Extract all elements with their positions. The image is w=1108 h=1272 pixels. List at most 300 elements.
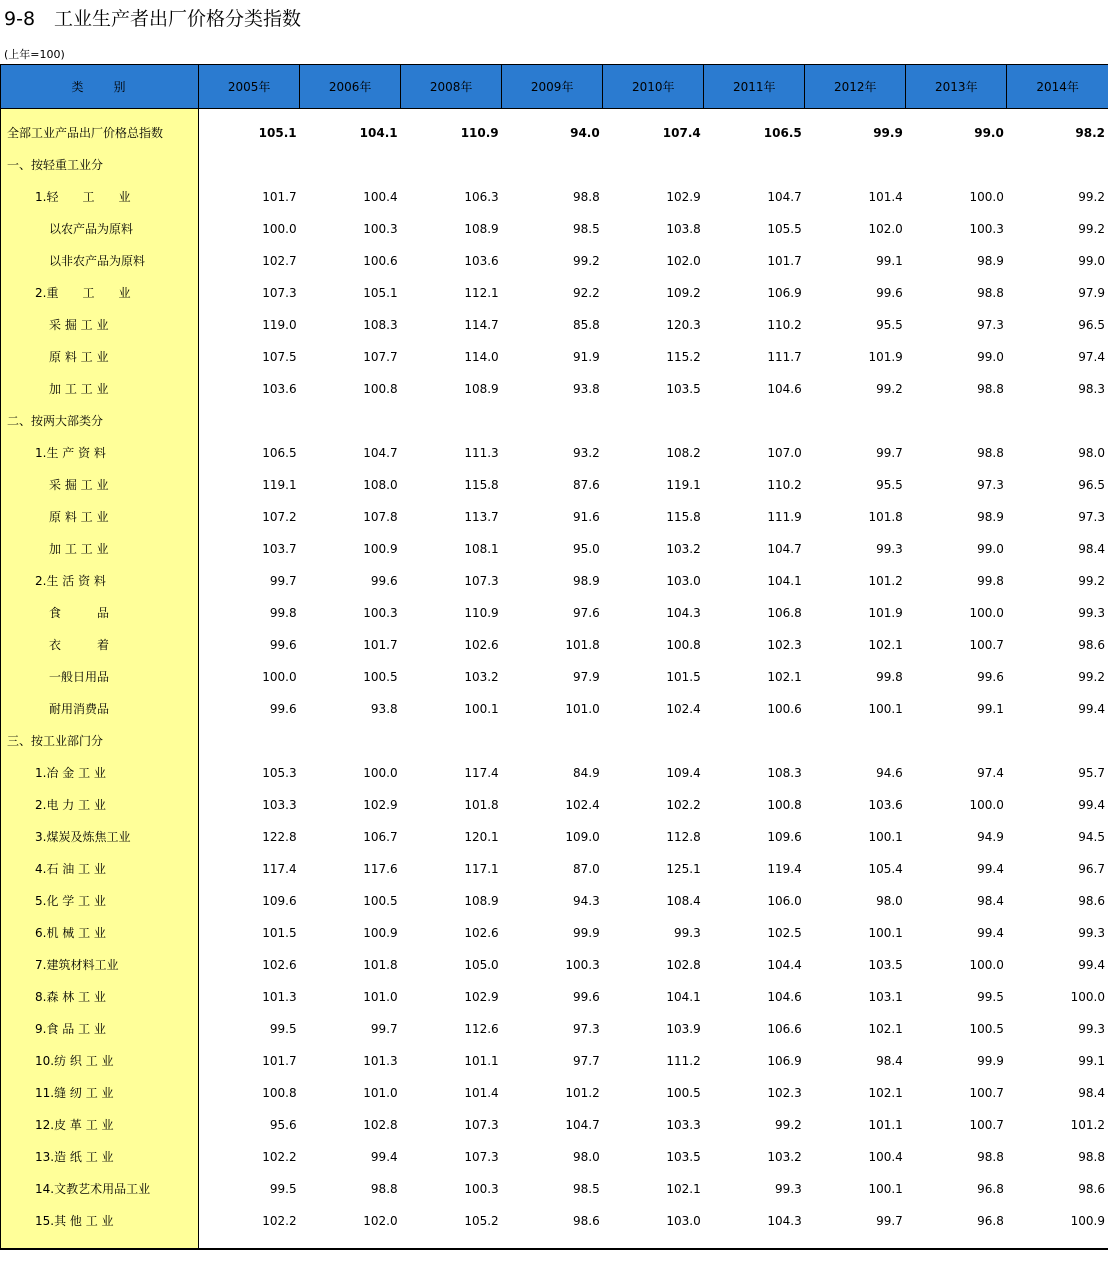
category-cell [1,565,199,597]
value-cell: 97.6 [572,605,600,620]
category-label: 衣 着 [49,638,110,652]
value-cell: 106.7 [363,829,398,844]
category-cell [1,661,199,693]
value-cell: 100.0 [262,669,297,684]
category-cell [1,469,199,501]
value-cell: 102.0 [868,221,903,236]
value-cell: 93.8 [370,701,398,716]
table-row [1,949,1108,981]
value-cell [401,149,502,181]
value-cell: 100.5 [969,1021,1004,1036]
value-cell: 97.9 [1078,285,1105,300]
value-cell: 101.8 [565,637,600,652]
value-cell: 99.2 [876,381,903,396]
value-cell: 99.3 [1078,605,1105,620]
value-cell: 102.9 [363,797,398,812]
value-cell: 99.0 [974,125,1004,140]
value-cell: 101.1 [868,1117,903,1132]
value-cell: 98.8 [977,1149,1004,1164]
value-cell: 97.3 [977,477,1004,492]
category-label: 2.生 活 资 料 [35,574,106,588]
value-cell: 105.1 [363,285,398,300]
value-cell: 107.3 [464,1117,499,1132]
category-label: 7.建筑材料工业 [35,958,119,972]
value-cell: 117.1 [464,861,499,876]
value-cell: 98.0 [572,1149,600,1164]
value-cell: 110.9 [460,125,499,140]
value-cell: 99.8 [977,573,1004,588]
value-cell: 101.4 [868,189,903,204]
value-cell: 91.6 [572,509,600,524]
category-cell [1,981,199,1013]
value-cell: 97.7 [572,1053,600,1068]
table-row [1,469,1108,501]
value-cell: 98.6 [572,1213,600,1228]
category-label: 采 掘 工 业 [49,318,109,332]
value-cell: 99.5 [269,1181,297,1196]
category-cell [1,405,199,437]
value-cell: 104.7 [767,541,802,556]
category-cell [1,437,199,469]
value-cell [300,725,401,757]
value-cell: 100.1 [868,925,903,940]
value-cell: 99.2 [572,253,600,268]
value-cell: 98.0 [876,893,903,908]
value-cell: 117.4 [262,861,297,876]
spacer-cell [300,1237,401,1249]
value-cell [805,725,906,757]
value-cell: 100.0 [262,221,297,236]
category-label: 加 工 工 业 [49,382,109,396]
value-cell: 102.2 [262,1149,297,1164]
value-cell: 99.7 [269,573,297,588]
value-cell: 100.1 [868,701,903,716]
category-label: 二、按两大部类分 [7,414,104,428]
table-row [1,341,1108,373]
value-cell: 99.3 [1078,1021,1105,1036]
value-cell: 98.8 [977,445,1004,460]
value-cell: 94.3 [572,893,600,908]
value-cell [704,725,805,757]
value-cell: 107.3 [464,573,499,588]
value-cell: 100.0 [969,957,1004,972]
value-cell: 103.9 [666,1021,701,1036]
value-cell: 87.6 [572,477,600,492]
year-header: 2009年 [502,65,603,109]
value-cell: 98.4 [876,1053,903,1068]
value-cell: 102.1 [767,669,802,684]
value-cell: 100.9 [1070,1213,1105,1228]
value-cell: 102.1 [666,1181,701,1196]
value-cell: 99.4 [977,861,1004,876]
value-cell: 87.0 [572,861,600,876]
value-cell [300,149,401,181]
value-cell: 101.0 [565,701,600,716]
value-cell: 98.6 [1078,893,1105,908]
value-cell: 99.0 [977,541,1004,556]
value-cell: 99.8 [876,669,903,684]
value-cell: 101.0 [363,1085,398,1100]
section-heading-row [1,725,1108,757]
value-cell: 99.2 [1078,573,1105,588]
category-cell [1,213,199,245]
category-cell [1,597,199,629]
value-cell: 98.2 [1075,125,1105,140]
spacer-cell [603,109,704,117]
value-cell: 102.4 [565,797,600,812]
value-cell: 100.1 [868,829,903,844]
value-cell: 97.3 [1078,509,1105,524]
value-cell: 99.7 [876,445,903,460]
value-cell: 103.3 [666,1117,701,1132]
table-row [1,629,1108,661]
value-cell: 119.4 [767,861,802,876]
table-row [1,437,1108,469]
value-cell: 102.4 [666,701,701,716]
value-cell: 100.0 [363,765,398,780]
value-cell: 100.5 [666,1085,701,1100]
value-cell: 98.6 [1078,1181,1105,1196]
category-cell [1,1077,199,1109]
header-row [1,65,1108,109]
value-cell: 106.8 [767,605,802,620]
category-cell [1,117,199,149]
category-cell [1,757,199,789]
value-cell: 100.0 [969,189,1004,204]
value-cell: 97.9 [572,669,600,684]
value-cell: 106.9 [767,1053,802,1068]
spacer-cell [1007,1237,1108,1249]
value-cell: 101.8 [868,509,903,524]
value-cell: 98.4 [1078,1085,1105,1100]
category-label: 全部工业产品出厂价格总指数 [7,126,164,140]
value-cell: 101.7 [262,189,297,204]
category-label: 2.电 力 工 业 [35,798,106,812]
value-cell [805,405,906,437]
value-cell: 104.7 [565,1117,600,1132]
value-cell: 102.0 [666,253,701,268]
value-cell: 109.6 [262,893,297,908]
value-cell: 106.3 [464,189,499,204]
value-cell: 101.7 [262,1053,297,1068]
value-cell [1007,725,1108,757]
value-cell: 100.9 [363,541,398,556]
value-cell: 104.6 [767,989,802,1004]
value-cell: 111.2 [666,1053,701,1068]
value-cell: 117.6 [363,861,398,876]
value-cell: 100.0 [1070,989,1105,1004]
category-cell [1,309,199,341]
year-header: 2006年 [300,65,401,109]
value-cell: 107.5 [262,349,297,364]
table-row [1,1109,1108,1141]
value-cell: 103.1 [868,989,903,1004]
value-cell: 103.0 [666,1213,701,1228]
value-cell: 98.8 [977,381,1004,396]
value-cell: 115.8 [666,509,701,524]
spacer-cell [906,1237,1007,1249]
value-cell: 105.2 [464,1213,499,1228]
category-label: 采 掘 工 业 [49,478,109,492]
value-cell: 98.4 [1078,541,1105,556]
value-cell: 93.2 [572,445,600,460]
value-cell: 102.1 [868,1021,903,1036]
value-cell: 99.9 [873,125,903,140]
category-label: 5.化 学 工 业 [35,894,106,908]
spacer-cell [502,1237,603,1249]
value-cell [603,149,704,181]
value-cell: 113.7 [464,509,499,524]
year-header: 2010年 [603,65,704,109]
value-cell: 102.9 [666,189,701,204]
table-row [1,117,1108,149]
value-cell: 96.5 [1078,477,1105,492]
category-label: 13.造 纸 工 业 [35,1150,114,1164]
value-cell: 104.7 [767,189,802,204]
table-row [1,373,1108,405]
value-cell: 100.3 [565,957,600,972]
value-cell: 100.7 [969,1117,1004,1132]
value-cell: 119.0 [262,317,297,332]
value-cell: 98.8 [572,189,600,204]
value-cell [1007,149,1108,181]
value-cell: 101.2 [1070,1117,1105,1132]
value-cell: 101.3 [262,989,297,1004]
value-cell: 120.1 [464,829,499,844]
value-cell: 100.5 [363,893,398,908]
value-cell: 99.6 [269,701,297,716]
value-cell: 100.3 [363,605,398,620]
value-cell: 109.0 [565,829,600,844]
category-label: 一、按轻重工业分 [7,158,104,172]
value-cell: 102.3 [767,1085,802,1100]
value-cell: 104.3 [767,1213,802,1228]
category-cell [1,693,199,725]
value-cell: 92.2 [572,285,600,300]
value-cell: 110.2 [767,477,802,492]
value-cell: 100.1 [868,1181,903,1196]
category-label: 9.食 品 工 业 [35,1022,106,1036]
table-row [1,597,1108,629]
category-label: 2.重 工 业 [35,286,131,300]
value-cell: 103.6 [868,797,903,812]
value-cell: 120.3 [666,317,701,332]
value-cell: 98.6 [1078,637,1105,652]
table-row [1,1077,1108,1109]
value-cell: 100.4 [868,1149,903,1164]
spacer-row [1,1237,1108,1249]
value-cell: 104.3 [666,605,701,620]
value-cell: 101.5 [666,669,701,684]
year-header: 2012年 [805,65,906,109]
value-cell: 102.6 [464,925,499,940]
year-header: 2011年 [704,65,805,109]
value-cell [300,405,401,437]
value-cell [401,725,502,757]
value-cell: 99.2 [775,1117,802,1132]
category-label: 10.纺 织 工 业 [35,1054,114,1068]
value-cell: 105.0 [464,957,499,972]
value-cell: 109.4 [666,765,701,780]
category-label: 一般日用品 [49,670,110,684]
category-label: 1.冶 金 工 业 [35,766,106,780]
value-cell: 111.7 [767,349,802,364]
table-row [1,533,1108,565]
table-row [1,693,1108,725]
table-row [1,501,1108,533]
value-cell: 102.7 [262,253,297,268]
value-cell: 108.9 [464,221,499,236]
category-cell [1,373,199,405]
value-cell: 98.3 [1078,381,1105,396]
value-cell: 101.8 [363,957,398,972]
value-cell: 99.5 [269,1021,297,1036]
value-cell [603,405,704,437]
value-cell: 106.0 [767,893,802,908]
value-cell: 96.8 [977,1181,1004,1196]
value-cell: 99.3 [775,1181,802,1196]
value-cell: 109.6 [767,829,802,844]
value-cell: 103.8 [666,221,701,236]
value-cell: 99.6 [572,989,600,1004]
value-cell: 99.4 [1078,797,1105,812]
value-cell: 102.8 [666,957,701,972]
table-row [1,853,1108,885]
value-cell [906,405,1007,437]
spacer-cell [401,1237,502,1249]
value-cell [401,405,502,437]
value-cell: 98.8 [977,285,1004,300]
value-cell: 100.0 [969,605,1004,620]
value-cell: 100.6 [767,701,802,716]
value-cell: 100.0 [969,797,1004,812]
category-cell [1,501,199,533]
value-cell [502,725,603,757]
table-row [1,245,1108,277]
value-cell: 115.8 [464,477,499,492]
value-cell: 102.0 [363,1213,398,1228]
value-cell: 100.1 [464,701,499,716]
value-cell: 108.3 [767,765,802,780]
value-cell: 98.5 [572,221,600,236]
value-cell: 99.2 [1078,221,1105,236]
value-cell: 102.1 [868,637,903,652]
spacer-cell [704,1237,805,1249]
value-cell: 98.9 [572,573,600,588]
value-cell: 99.1 [876,253,903,268]
value-cell [805,149,906,181]
value-cell: 95.6 [269,1117,297,1132]
value-cell: 104.1 [666,989,701,1004]
value-cell: 100.4 [363,189,398,204]
spacer-row [1,109,1108,117]
value-cell: 102.5 [767,925,802,940]
category-header: 类 别 [1,65,199,109]
value-cell [502,149,603,181]
value-cell: 105.5 [767,221,802,236]
value-cell: 101.8 [464,797,499,812]
category-label: 以非农产品为原料 [49,254,146,268]
value-cell: 101.0 [363,989,398,1004]
value-cell: 99.3 [674,925,701,940]
category-label: 三、按工业部门分 [7,734,104,748]
value-cell: 104.6 [767,381,802,396]
value-cell: 104.4 [767,957,802,972]
category-cell [1,277,199,309]
value-cell: 106.5 [763,125,802,140]
value-cell [906,725,1007,757]
value-cell: 100.6 [363,253,398,268]
value-cell: 99.2 [1078,189,1105,204]
category-label: 原 料 工 业 [49,510,109,524]
table-row [1,821,1108,853]
value-cell: 102.6 [262,957,297,972]
value-cell: 99.7 [876,1213,903,1228]
value-cell: 94.6 [876,765,903,780]
value-cell: 95.5 [876,477,903,492]
value-cell: 106.9 [767,285,802,300]
category-label: 6.机 械 工 业 [35,926,106,940]
value-cell: 101.7 [767,253,802,268]
category-cell [1,1173,199,1205]
table-row [1,885,1108,917]
value-cell: 102.6 [464,637,499,652]
value-cell: 101.2 [868,573,903,588]
value-cell: 107.0 [767,445,802,460]
value-cell: 100.8 [363,381,398,396]
value-cell: 99.4 [1078,957,1105,972]
category-label: 4.石 油 工 业 [35,862,106,876]
value-cell: 101.1 [464,1053,499,1068]
value-cell: 103.6 [262,381,297,396]
category-label: 食 品 [49,606,110,620]
category-cell [1,181,199,213]
category-cell [1,853,199,885]
value-cell [603,725,704,757]
value-cell: 97.4 [977,765,1004,780]
value-cell: 102.3 [767,637,802,652]
value-cell: 103.5 [666,381,701,396]
value-cell [704,149,805,181]
value-cell: 101.3 [363,1053,398,1068]
table-row [1,1205,1108,1237]
category-cell [1,341,199,373]
value-cell: 99.6 [876,285,903,300]
value-cell: 108.0 [363,477,398,492]
category-label: 1.轻 工 业 [35,190,131,204]
value-cell: 112.8 [666,829,701,844]
value-cell: 102.8 [363,1117,398,1132]
spacer-cell [199,1237,300,1249]
value-cell: 109.2 [666,285,701,300]
spacer-cell [199,109,300,117]
value-cell: 107.3 [262,285,297,300]
value-cell: 97.4 [1078,349,1105,364]
value-cell: 97.3 [977,317,1004,332]
value-cell: 100.3 [363,221,398,236]
year-header: 2013年 [906,65,1007,109]
value-cell: 107.8 [363,509,398,524]
value-cell: 110.2 [767,317,802,332]
value-cell: 98.8 [1078,1149,1105,1164]
value-cell: 100.3 [969,221,1004,236]
value-cell: 107.7 [363,349,398,364]
category-cell [1,1045,199,1077]
value-cell: 96.7 [1078,861,1105,876]
value-cell: 104.1 [359,125,398,140]
value-cell: 85.8 [572,317,600,332]
category-label: 8.森 林 工 业 [35,990,106,1004]
